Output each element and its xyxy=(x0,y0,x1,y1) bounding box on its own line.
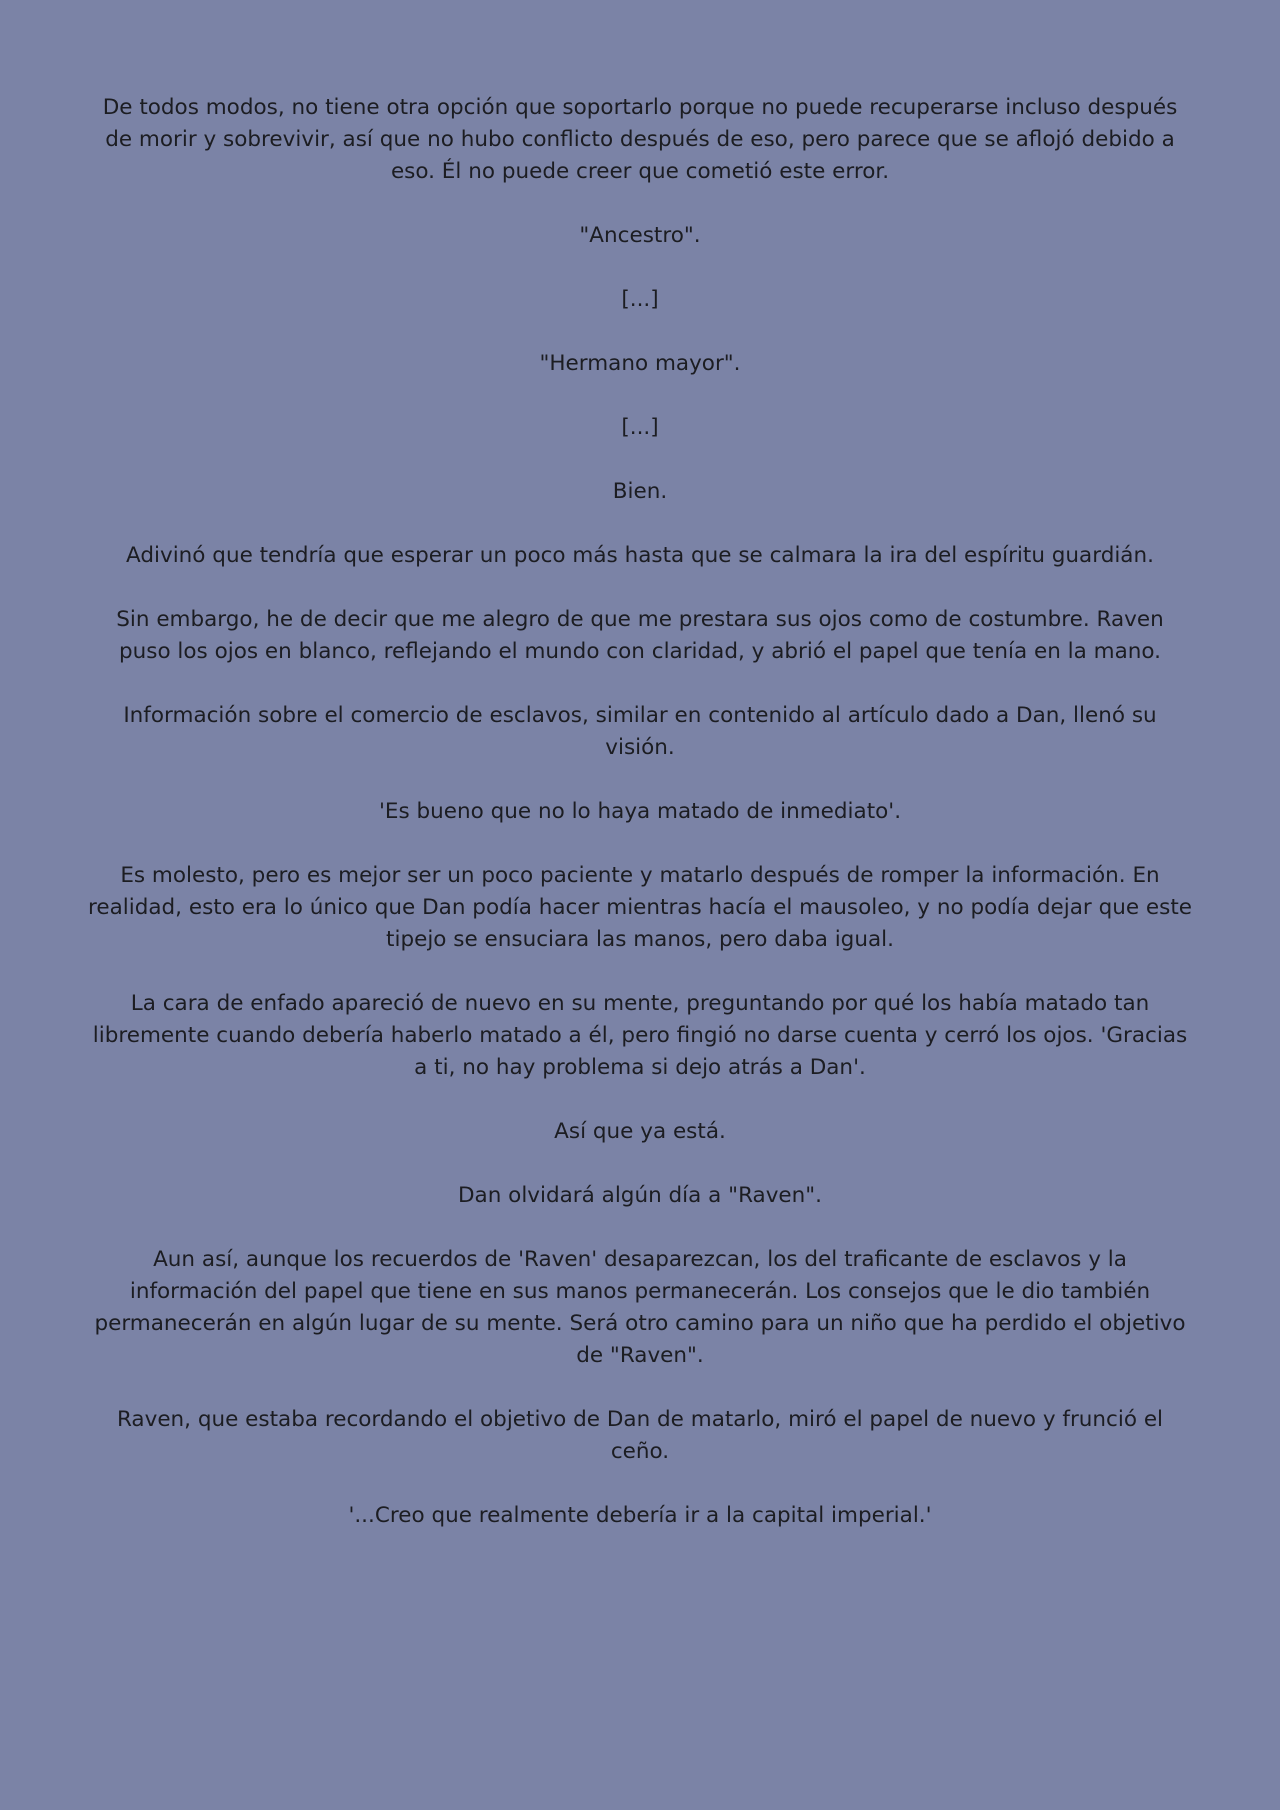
paragraph: [...] xyxy=(621,287,659,312)
paragraph: De todos modos, no tiene otra opción que soportarlo porque no puede recuperarse incluso después de morir y sobrevivir, así que no hubo conflicto después de eso, pero parece que se aflojó debido a eso. Él no puede creer que cometió este error. xyxy=(102,95,1178,184)
paragraph: Adivinó que tendría que esperar un poco más hasta que se calmara la ira del espíritu guardián. xyxy=(126,543,1154,568)
paragraph: '...Creo que realmente debería ir a la capital imperial.' xyxy=(348,1503,932,1528)
paragraph: Aun así, aunque los recuerdos de 'Raven' desaparezcan, los del traficante de esclavos y la información del papel que tiene en sus manos permanecerán. Los consejos que le dio también permanecerán en algún lugar de su mente. Será otro camino para un niño que ha perdido el objetivo de "Raven". xyxy=(94,1247,1186,1368)
story-text xyxy=(88,92,1192,1532)
paragraph: Bien. xyxy=(612,479,668,504)
paragraph: "Hermano mayor". xyxy=(539,351,741,376)
paragraph: Es molesto, pero es mejor ser un poco paciente y matarlo después de romper la información. En realidad, esto era lo único que Dan podía hacer mientras hacía el mausoleo, y no podía dejar que este tipejo se ensuciara las manos, pero daba igual. xyxy=(88,863,1192,952)
paragraph: Dan olvidará algún día a "Raven". xyxy=(457,1183,823,1208)
paragraph: [...] xyxy=(621,415,659,440)
paragraph: Sin embargo, he de decir que me alegro de que me prestara sus ojos como de costumbre. Raven puso los ojos en blanco, reflejando el mundo con claridad, y abrió el papel que tenía en la mano. xyxy=(116,607,1164,664)
paragraph: Información sobre el comercio de esclavos, similar en contenido al artículo dado a Dan, llenó su visión. xyxy=(123,703,1157,760)
paragraph: "Ancestro". xyxy=(579,223,701,248)
paragraph: Raven, que estaba recordando el objetivo de Dan de matarlo, miró el papel de nuevo y frunció el ceño. xyxy=(116,1407,1164,1464)
paragraph: La cara de enfado apareció de nuevo en su mente, preguntando por qué los había matado tan libremente cuando debería haberlo matado a él, pero fingió no darse cuenta y cerró los ojos. 'Gracias a ti, no hay problema si dejo atrás a Dan'. xyxy=(92,991,1188,1080)
paragraph: Así que ya está. xyxy=(554,1119,726,1144)
paragraph: 'Es bueno que no lo haya matado de inmediato'. xyxy=(378,799,902,824)
